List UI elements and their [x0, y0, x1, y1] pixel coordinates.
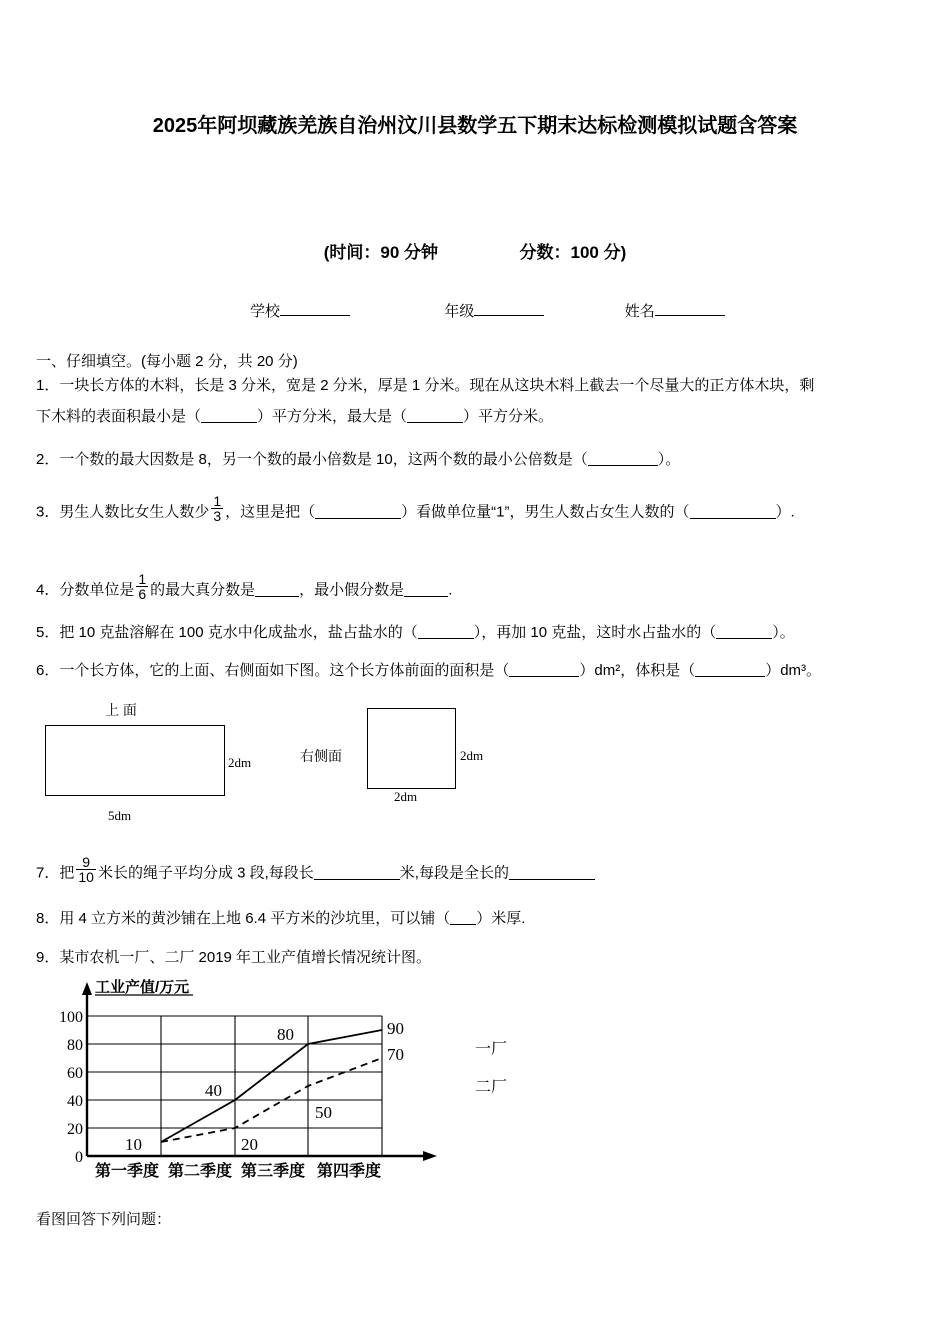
question-2-text-a: 一个数的最大因数是 8，另一个数的最小倍数是 10，这两个数的最小公倍数是（	[59, 451, 588, 468]
question-3-text-a: 男生人数比女生人数少	[59, 503, 210, 521]
question-3-number: 3．	[36, 503, 60, 521]
field-name-label: 姓名	[624, 303, 655, 320]
question-1-text-c: ）平方分米。	[463, 408, 554, 425]
question-4-text-b: 的最大真分数是	[150, 581, 256, 599]
chart-y-tick-labels	[59, 1009, 83, 1166]
question-4-number: 4．	[36, 581, 60, 599]
right-face-width-dim: 2dm	[394, 789, 418, 804]
chart-y-tick-0: 0	[75, 1149, 83, 1166]
question-7	[36, 853, 936, 888]
tail-instruction: 看图回答下列问题：	[36, 1211, 172, 1228]
chart-point-label-f1-q4: 90	[387, 1019, 404, 1038]
chart-x-tick-q3: 第三季度	[240, 1163, 306, 1178]
question-8	[36, 908, 936, 931]
exam-time: (时间：90 分钟	[323, 243, 439, 262]
chart-y-tick-40: 40	[67, 1093, 83, 1110]
question-1-blank-2[interactable]	[407, 410, 463, 423]
question-2-blank-1[interactable]	[588, 453, 658, 466]
question-3-fraction-numerator: 1	[213, 492, 222, 509]
field-grade-label: 年级	[444, 303, 475, 320]
question-6-blank-2[interactable]	[695, 664, 765, 677]
question-1-blank-1[interactable]	[201, 410, 257, 423]
question-3-text-b: ，这里是把（	[225, 503, 316, 521]
question-7-blank-2[interactable]	[509, 867, 595, 880]
exam-score: 分数：100 分)	[519, 243, 627, 262]
chart-y-tick-20: 20	[67, 1121, 83, 1138]
field-school-label: 学校	[250, 303, 281, 320]
question-3-fraction	[211, 494, 223, 524]
question-5-text-c: ）。	[772, 624, 795, 641]
question-6-number: 6．	[36, 662, 60, 679]
question-4-fraction-denominator: 6	[138, 585, 147, 602]
chart-x-tick-q2: 第二季度	[167, 1163, 233, 1178]
question-9-text-a: 某市农机一厂、二厂 2019 年工业产值增长情况统计图。	[59, 949, 432, 966]
question-1-line1: 一块长方体的木料，长是 3 分米，宽是 2 分米，厚是 1 分米。现在从这块木料上截去一个尽量大的正方体木块，剩	[59, 377, 815, 394]
question-3-blank-2[interactable]	[690, 506, 776, 519]
question-3-text-d: ）.	[775, 503, 795, 521]
chart-y-tick-100: 100	[59, 1009, 83, 1026]
question-5-text-a: 把 10 克盐溶解在 100 克水中化成盐水，盐占盐水的（	[59, 624, 418, 641]
question-7-fraction-denominator: 10	[78, 868, 94, 885]
question-3-blank-1[interactable]	[315, 506, 401, 519]
question-8-text-a: 用 4 立方米的黄沙铺在上地 6.4 平方米的沙坑里，可以铺（	[59, 910, 451, 927]
right-face-height-dim: 2dm	[460, 748, 484, 763]
chart-y-axis-label: 工业产值/万元	[95, 979, 190, 996]
question-7-fraction-numerator: 9	[76, 855, 96, 870]
student-fields	[250, 300, 770, 321]
chart-legend-item-factory-2: 二厂	[475, 1079, 508, 1096]
question-7-text-b: 米长的绳子平均分成 3 段,每段长	[97, 864, 314, 882]
field-name	[625, 300, 725, 321]
right-face-label: 右侧面	[300, 748, 342, 764]
question-2-number: 2．	[36, 451, 60, 468]
chart-x-tick-q1: 第一季度	[94, 1163, 160, 1178]
top-face-label: 上 面	[105, 702, 137, 718]
chart-series-line-factory-1	[161, 1030, 382, 1142]
question-4-text-c: ，最小假分数是	[299, 581, 405, 599]
top-face-width-dim: 5dm	[108, 808, 132, 823]
question-4-text-a: 分数单位是	[59, 581, 135, 599]
question-1-line2	[36, 406, 916, 429]
question-7-text-c: 米,每段是全长的	[399, 864, 509, 882]
chart-point-label-f1-q3: 80	[277, 1025, 294, 1044]
chart-point-label-f1-q2: 40	[205, 1081, 222, 1100]
question-2	[36, 449, 916, 472]
question-9	[36, 947, 936, 970]
question-2-text-b: ）。	[657, 451, 681, 468]
industrial-output-line-chart	[55, 978, 595, 1178]
chart-legend-item-factory-1: 一厂	[475, 1041, 508, 1058]
question-4-blank-1[interactable]	[255, 584, 299, 597]
right-face-rect	[367, 708, 456, 789]
question-7-number: 7．	[36, 864, 60, 882]
question-7-text-a: 把	[59, 864, 75, 882]
question-8-text-b: ）米厚.	[476, 910, 526, 927]
question-6-text-c: ）dm³。	[765, 662, 822, 679]
field-school	[250, 300, 350, 321]
question-8-number: 8．	[36, 910, 60, 927]
top-face-rect	[45, 725, 225, 796]
question-5-blank-2[interactable]	[716, 626, 772, 639]
field-grade-blank[interactable]	[474, 302, 544, 316]
question-1-text-b: ）平方分米，最大是（	[257, 408, 408, 425]
question-5-text-b: ），再加 10 克盐，这时水占盐水的（	[473, 624, 717, 641]
question-3-text-c: ）看做单位量“1”，男生人数占女生人数的（	[401, 503, 690, 521]
question-1	[36, 375, 916, 398]
chart-y-axis-arrow	[82, 982, 92, 995]
question-9-number: 9．	[36, 949, 60, 966]
question-4	[36, 570, 916, 605]
chart-point-label-f2-q4: 70	[387, 1045, 404, 1064]
chart-y-tick-60: 60	[67, 1065, 83, 1082]
question-5-number: 5．	[36, 624, 60, 641]
question-7-blank-1[interactable]	[314, 867, 400, 880]
section-heading: 一、仔细填空。(每小题 2 分，共 20 分)	[36, 353, 298, 370]
question-6-blank-1[interactable]	[509, 664, 579, 677]
question-5	[36, 622, 936, 645]
question-6-text-a: 一个长方体，它的上面、右侧面如下图。这个长方体前面的面积是（	[59, 662, 510, 679]
question-6-text-b: ）dm²，体积是（	[579, 662, 696, 679]
chart-point-label-f2-q3: 50	[315, 1103, 332, 1122]
question-4-text-d: .	[448, 581, 453, 599]
question-7-fraction	[76, 855, 96, 885]
chart-point-label-f2-q2: 20	[241, 1135, 258, 1154]
chart-point-labels	[125, 1019, 404, 1154]
page-title: 2025年阿坝藏族羌族自治州汶川县数学五下期末达标检测模拟试题含答案	[152, 115, 798, 137]
top-face-height-dim: 2dm	[228, 755, 252, 770]
question-6	[36, 660, 950, 683]
question-1-number: 1．	[36, 377, 60, 394]
field-grade	[444, 300, 544, 321]
question-5-blank-1[interactable]	[418, 626, 474, 639]
exam-meta-line	[0, 238, 950, 263]
question-8-blank-1[interactable]	[450, 912, 476, 925]
question-1-text-a: 下木料的表面积最小是（	[36, 408, 202, 425]
field-school-blank[interactable]	[280, 302, 350, 316]
chart-x-tick-labels	[95, 1161, 381, 1178]
question-4-fraction	[136, 572, 148, 602]
chart-point-label-f1-q1: 10	[125, 1135, 142, 1154]
question-3	[36, 492, 936, 527]
field-name-blank[interactable]	[655, 302, 725, 316]
chart-x-tick-q4: 第四季度	[316, 1163, 382, 1178]
chart-x-axis-arrow	[423, 1151, 437, 1161]
chart-y-tick-80: 80	[67, 1037, 83, 1054]
chart-svg	[55, 978, 595, 1178]
question-3-fraction-denominator: 3	[213, 507, 222, 524]
question-4-fraction-numerator: 1	[138, 570, 147, 587]
question-4-blank-2[interactable]	[404, 584, 448, 597]
